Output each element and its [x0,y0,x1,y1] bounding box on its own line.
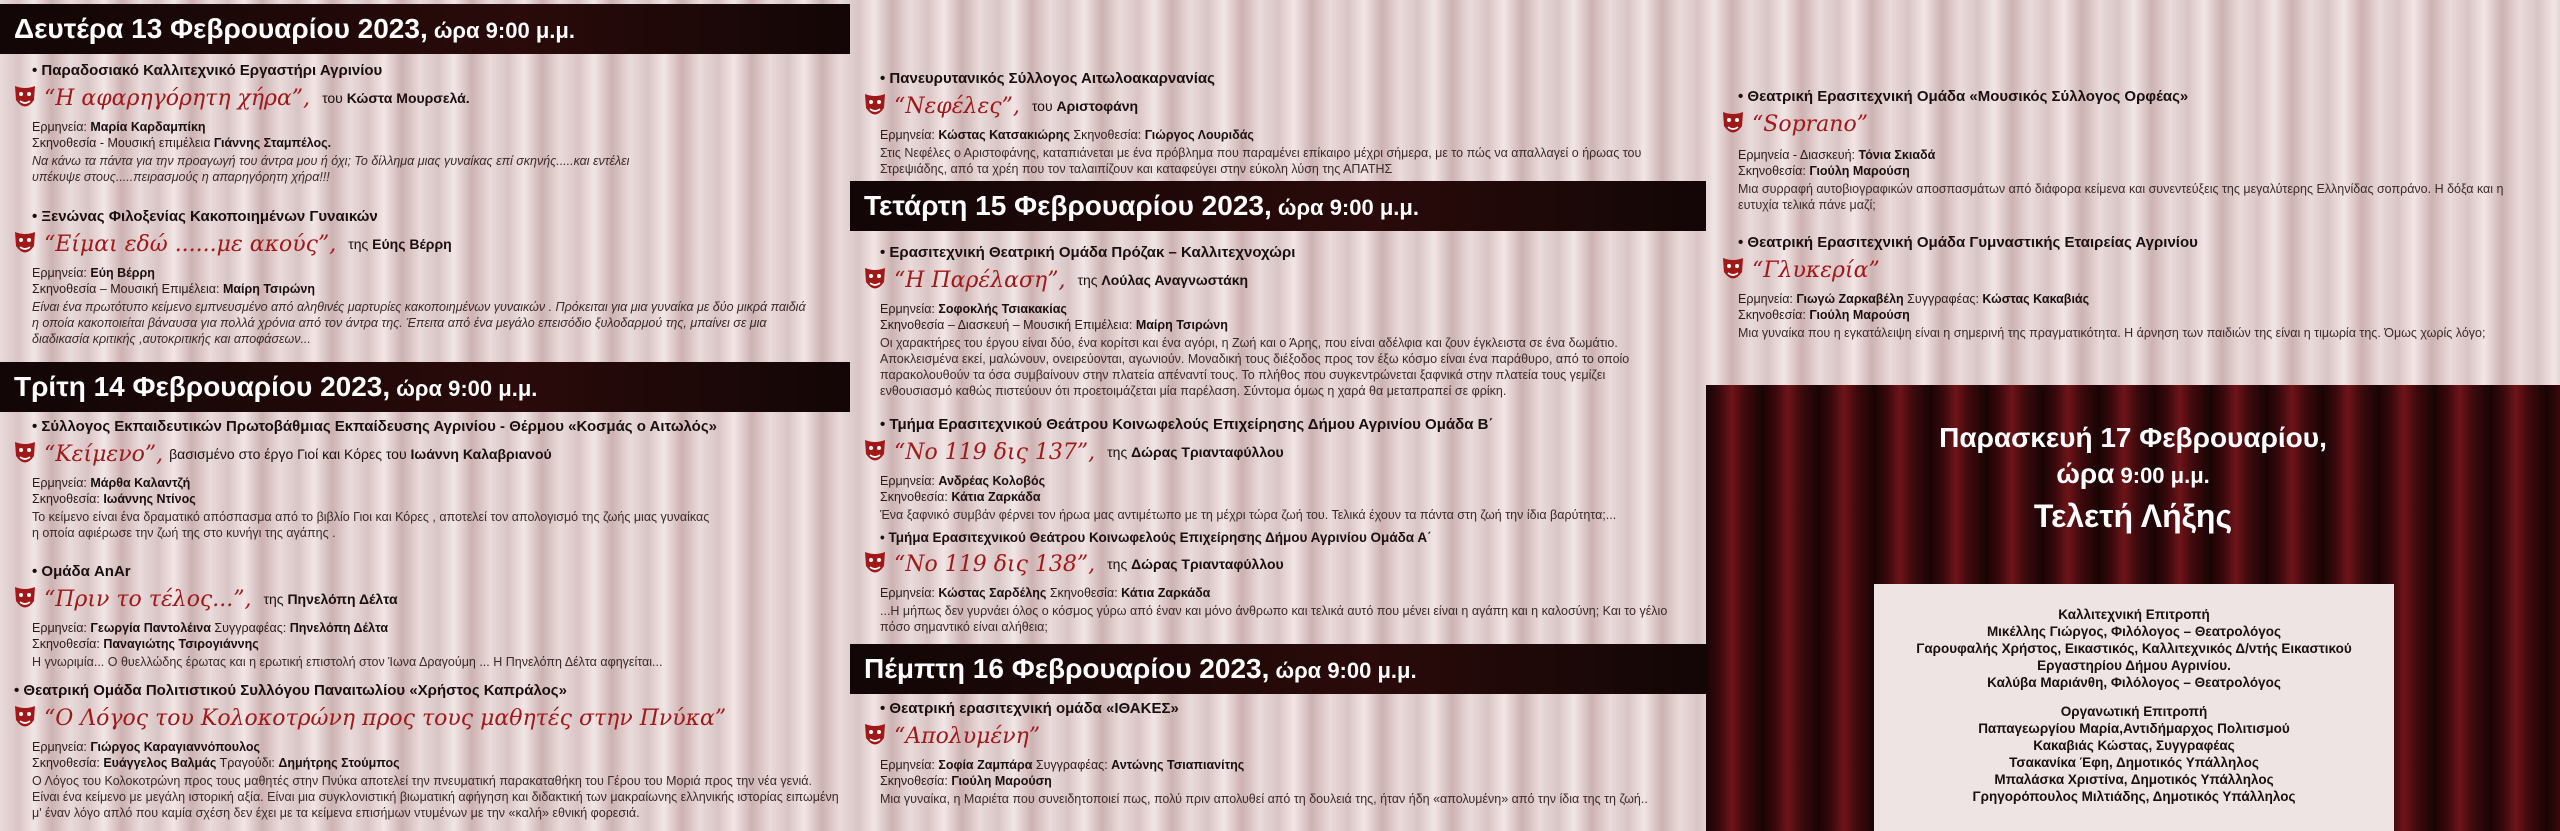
theatre-mask-icon [12,229,38,259]
credit-label: Ερμηνεία: [880,302,939,316]
byline-prefix: της [1107,444,1132,460]
committee-line: Καλλιτεχνική Επιτροπή [2058,607,2210,622]
credit-value: Γιώργος Καραγιαννόπουλος [90,740,261,754]
event-item [880,530,1706,635]
day-label: Τρίτη 14 Φεβρουαρίου 2023, [14,371,391,402]
credit-value: Γιωγώ Ζαρκαβέλη [1796,292,1904,306]
byline-prefix: του [322,90,347,106]
credit-value: Ανδρέας Κολοβός [938,474,1046,488]
event-title: “Είμαι εδώ ......με ακούς”, [44,231,337,257]
byline-author: Δώρας Τριανταφύλλου [1131,556,1284,572]
byline-author: Αριστοφάνη [1056,98,1139,114]
credit-label: Ερμηνεία: [1738,292,1797,306]
theatre-mask-icon [862,91,888,121]
committee-line: Γρηγορόπουλος Μιλτιάδης, Δημοτικός Υπάλληλος [1972,789,2296,804]
committee-line: Παπαγεωργίου Μαρία,Αντιδήμαρχος Πολιτισμού [1978,721,2290,736]
credit-value: Κάτια Ζαρκάδα [951,490,1041,504]
credit-value: Ιωάννης Ντίνος [103,492,196,506]
credit-value: Κάτια Ζαρκάδα [1121,586,1211,600]
credit-value: Πηνελόπη Δέλτα [289,621,389,635]
credit-value: Τόνια Σκιαδά [1858,148,1936,162]
credit-label: Σκηνοθεσία: [1738,308,1810,322]
credit-label: Τραγούδι: [216,756,279,770]
theatre-mask-icon [862,265,888,295]
event-title: “Νο 119 δις 137”, [894,439,1096,465]
theatre-mask-icon [862,437,888,467]
credit-label: Σκηνοθεσία: [32,756,104,770]
committee-line: Γαρουφαλής Χρήστος, Εικαστικός, Καλλιτεχνικός Δ/ντής Εικαστικού [1916,641,2352,656]
credit-label: Ερμηνεία - Διασκευή: [1738,148,1859,162]
theatre-mask-icon [1720,255,1746,285]
byline-author: Κώστα Μουρσελά. [346,90,470,106]
committee-line: Μπαλάσκα Χριστίνα, Δημοτικός Υπάλληλος [1994,772,2274,787]
byline-author: Λούλας Αναγνωστάκη [1101,272,1249,288]
event-title: “Πριν το τέλος...”, [44,586,252,612]
theatre-mask-icon [12,703,38,733]
credit-value: Ευάγγελος Βαλμάς [103,756,217,770]
credit-label: Συγγραφέας: [1032,758,1112,772]
event-description: Να κάνω τα πάντα για την προαγωγή του άντρα μου ή όχι; Το δίλλημα μιας γυναίκας επί σκηνής.....και εντέλει υπέκυψε στους.....πειρασμούς η απαρηγόρητη χήρα!!! [32,154,630,184]
credit-value: Σοφία Ζαμπάρα [938,758,1033,772]
credit-label: Συγγραφέας: [1903,292,1983,306]
day-label: Πέμπτη 16 Φεβρουαρίου 2023, [864,653,1270,684]
credit-label: Σκηνοθεσία: [1738,164,1810,178]
credit-label: Σκηνοθεσία – Μουσική Επιμέλεια: [32,282,223,296]
committee-line: Μικέλλης Γιώργος, Φιλόλογος – Θεατρολόγος [1986,624,2282,639]
event-title: “Η αφαρηγόρητη χήρα”, [44,85,311,111]
event-description: Μια συρραφή αυτοβιογραφικών αποσπασμάτων από διάφορα κείμενα και συνεντεύξεις της μεγαλύτερης Ελληνίδας σοπράνο. Η δόξα και η ευτυχία τελικά πάνε μαζί; [1738,182,2504,212]
event-item [880,416,1706,523]
day-time: ώρα 9:00 μ.μ. [1271,195,1419,220]
credit-label: Ερμηνεία: [32,120,91,134]
credit-label: Ερμηνεία: [880,474,939,488]
credit-value: Μάρθα Καλαντζή [90,476,191,490]
theatre-mask-icon [1720,109,1746,139]
byline-author: Εύης Βέρρη [372,236,452,252]
event-title: “Ο Λόγος του Κολοκοτρώνη προς τους μαθητές στην Πνύκα” [44,705,727,731]
credit-label: Σκηνοθεσία – Διασκευή – Μουσική Επιμέλεια: [880,318,1136,332]
day-label: Τετάρτη 15 Φεβρουαρίου 2023, [864,190,1272,221]
theatre-mask-icon [12,584,38,614]
event-org: • Θεατρική Ομάδα Πολιτιστικού Συλλόγου Παναιτωλίου «Χρήστος Καπράλος» [14,682,850,699]
byline-prefix: της [263,591,288,607]
closing-time [1706,456,2560,494]
day-time: ώρα 9:00 μ.μ. [1269,658,1417,683]
column-left [0,0,850,831]
credit-label: Σκηνοθεσία: [32,637,104,651]
event-title: “Soprano” [1752,111,1868,137]
theatre-mask-icon [12,83,38,113]
event-org: • Ερασιτεχνική Θεατρική Ομάδα Πρόζακ – Καλλιτεχνοχώρι [880,244,1706,261]
credit-value: Μαίρη Τσιρώνη [1135,318,1228,332]
event-description: Ένα ξαφνικό συμβάν φέρνει τον ήρωα μας αντιμέτωπο με τη μέχρι τώρα ζωή του. Τελικά έχουν τα πάντα στη ζωή την ίδια βαρύτητα;... [880,508,1617,522]
byline-prefix: της [1107,556,1132,572]
event-description: Μια γυναίκα, η Μαριέτα που συνειδητοποιεί πως, πολύ πριν απολυθεί από τη δουλειά της, ήταν ήδη «απολυμένη» από την ίδια της τη ζωή.. [880,792,1648,806]
credit-label: Σκηνοθεσία: [880,490,952,504]
credit-value: Εύη Βέρρη [90,266,155,280]
event-item [880,70,1706,177]
event-org: • Παραδοσιακό Καλλιτεχνικό Εργαστήρι Αγρινίου [32,62,850,79]
byline-author: Δώρας Τριανταφύλλου [1131,444,1284,460]
credit-label: Ερμηνεία: [880,128,939,142]
event-title: “Νεφέλες”, [894,93,1020,119]
closing-time-word: ώρα [2056,458,2115,489]
event-description: Το κείμενο είναι ένα δραματικό απόσπασμα από το βιβλίο Γιοι και Κόρες , αποτελεί τον απολογισμό της ζωής μιας γυναίκας η οποία αφιέρωσε την ζωή της στο κυνήγι της αγάπης . [32,510,710,540]
credit-value: Σοφοκλής Τσιακακίας [938,302,1067,316]
theatre-mask-icon [12,439,38,469]
credit-value: Γιώργος Λουριδάς [1144,128,1254,142]
closing-ceremony [1706,420,2560,538]
closing-time-value: 9:00 μ.μ. [2114,463,2210,488]
credit-value: Δημήτρης Στούμπος [278,756,400,770]
event-description: Η γνωριμία... Ο θυελλώδης έρωτας και η ερωτική επιστολή στον Ίωνα Δραγούμη ... Η Πηνελόπη Δέλτα αφηγείται... [32,655,663,669]
event-title: “Κείμενο”, [44,441,164,467]
theatre-mask-icon [862,721,888,751]
day-label: Δευτέρα 13 Φεβρουαρίου 2023, [14,13,428,44]
credit-value: Μαρία Καρδαμπίκη [90,120,206,134]
byline-prefix: του [1031,98,1057,114]
credit-label: Σκηνοθεσία: [1046,586,1122,600]
byline-prefix: βασισμένο στο έργο Γιοί και Κόρες του [169,446,411,462]
event-title: “Νο 119 δις 138”, [894,551,1096,577]
credit-value: Κώστας Κακαβιάς [1982,292,2090,306]
credit-label: Ερμηνεία: [880,758,939,772]
event-org: • Τμήμα Ερασιτεχνικού Θεάτρου Κοινωφελούς Επιχείρησης Δήμου Αγρινίου Ομάδα Α΄ [880,530,1706,545]
event-org: • Σύλλογος Εκπαιδευτικών Πρωτοβάθμιας Εκπαίδευσης Αγρινίου - Θέρμου «Κοσμάς ο Αιτωλός» [32,418,850,435]
credit-value: Παναγιώτης Τσιρογιάννης [103,637,259,651]
event-item [1738,234,2560,341]
event-title: “Γλυκερία” [1752,257,1880,283]
committee-line: Καλύβα Μαριάνθη, Φιλόλογος – Θεατρολόγος [1987,675,2281,690]
day-header-tuesday [0,362,850,412]
committee-line: Οργανωτική Επιτροπή [2060,704,2208,719]
credit-label: Ερμηνεία: [32,740,91,754]
committee-panel [1874,584,2394,831]
credit-label: Σκηνοθεσία: [1069,128,1145,142]
credit-label: Ερμηνεία: [32,476,91,490]
day-header-wednesday [850,181,1706,231]
event-org: • Θεατρική ερασιτεχνική ομάδα «ΙΘΑΚΕΣ» [880,700,1706,717]
credit-label: Σκηνοθεσία - Μουσική επιμέλεια [32,136,214,150]
byline-author: Ιωάννη Καλαβριανού [410,446,552,462]
byline-prefix: της [348,236,373,252]
credit-label: Ερμηνεία: [880,586,939,600]
event-description: ...Η μήπως δεν γυρνάει όλος ο κόσμος γύρω από έναν και μόνο άνθρωπο και τελικά αυτό που μένει είναι η αγάπη και η καλοσύνη; Και το γέλιο πόσο σημαντικό είναι αλήθεια; [880,604,1668,634]
event-item [880,244,1706,399]
credit-value: Κώστας Κατσακιώρης [938,128,1070,142]
event-org: • Τμήμα Ερασιτεχνικού Θεάτρου Κοινωφελούς Επιχείρησης Δήμου Αγρινίου Ομάδα Β΄ [880,416,1706,433]
day-time: ώρα 9:00 μ.μ. [427,18,575,43]
event-title: “Απολυμένη” [894,723,1041,749]
credit-value: Γιούλη Μαρούση [951,774,1052,788]
credit-label: Ερμηνεία: [32,621,91,635]
credit-value: Γιάννης Σταμπέλος. [213,136,332,150]
committee-line: Κακαβιάς Κώστας, Συγγραφέας [2033,738,2235,753]
event-org: • Ομάδα AnAr [32,563,850,580]
closing-date: Παρασκευή 17 Φεβρουαρίου, [1939,422,2327,453]
event-item [32,208,850,347]
event-description: Στις Νεφέλες ο Αριστοφάνης, καταπιάνεται με ένα πρόβλημα που παραμένει επίκαιρο μέχρι σήμερα, με το πώς να απαλλαγεί ο ήρωας του Στρεψιάδης, από τα χρέη που τον ταλαιπίζουν και καταφεύγει στην εύκολη λύση της ΑΠΑΤΗΣ [880,146,1642,176]
event-description: Ο Λόγος του Κολοκοτρώνη προς τους μαθητές στην Πνύκα αποτελεί την πνευματική παρακαταθήκη του Γέρου του Μοριά προς την νέα γενιά. Είναι ένα κείμενο με μεγάλη ιστορική αξία. Είναι μια συγκλονιστική βιωματική αφήγηση και διδακτική των μακραίωνης ελληνικής ιστορίας ειπωμένη μ' έναν λόγο απλό που καμία σχέση δεν έχει με τα κείμενα επισήμων ντυμένων με την «καλή» εθνική φορεσιά. [32,774,839,820]
credit-value: Αντώνης Τσιαπιανίτης [1111,758,1245,772]
event-item [23,682,850,821]
credit-value: Μαίρη Τσιρώνη [222,282,315,296]
credit-value: Γεωργία Παντολέινα [90,621,211,635]
credit-label: Συγγραφέας: [210,621,290,635]
day-header-thursday [850,644,1706,694]
event-item [880,700,1706,807]
event-description: Μια γυναίκα που η εγκατάλειψη είναι η σημερινή της πραγματικότητα. Η άρνηση των παιδιών της είναι η τιμωρία της. Όμως χωρίς λόγο; [1738,326,2486,340]
event-item [1738,88,2560,213]
theatre-mask-icon [862,549,888,579]
byline-author: Πηνελόπη Δέλτα [287,591,398,607]
event-item [32,418,850,541]
credit-value: Γιούλη Μαρούση [1809,308,1910,322]
column-middle [850,0,1706,831]
event-org: • Ξενώνας Φιλοξενίας Κακοποιημένων Γυναικών [32,208,850,225]
credit-value: Κώστας Σαρδέλης [938,586,1047,600]
event-item [32,563,850,670]
day-header-monday [0,4,850,54]
event-org: • Θεατρική Ερασιτεχνική Ομάδα «Μουσικός Σύλλογος Ορφέας» [1738,88,2560,105]
committee-line: Εργαστηρίου Δήμου Αγρινίου. [2037,658,2231,673]
event-description: Είναι ένα πρωτότυπο κείμενο εμπνευσμένο από αληθινές μαρτυρίες κακοποιημένων γυναικών . Πρόκειται για μια γυναίκα με δύο μικρά παιδιά η οποία κακοποιείται βάναυσα για πολλά χρόνια από τον άντρα της. Έπειτα από ένα μεγάλο επεισόδιο ξυλοδαρμού της, μπαίνει σε μια διαδικασία κριτικής ,αυτοκριτικής και αποφάσεων... [32,300,806,346]
credit-label: Σκηνοθεσία: [32,492,104,506]
committee-line: Τσακανίκα Έφη, Δημοτικός Υπάλληλος [2009,755,2259,770]
event-item [32,62,850,185]
closing-title: Τελετή Λήξης [2033,498,2233,534]
event-description: Οι χαρακτήρες του έργου είναι δύο, ένα κορίτσι και ένα αγόρι, η Ζωή και ο Άρης, που είναι αδέλφια και ζουν έγκλειστα σε ένα δωμάτιο. Αποκλεισμένα εκεί, μαλώνουν, ονειρεύονται, αγωνιούν. Μοναδική τους διέξοδος προς τον έξω κόσμο είναι ένα παράθυρο, από το οποίο παρακολουθούν τα όσα συμβαίνουν στην πλατεία απέναντί τους. Το πλήθος που συγκεντρώνεται ξαφνικά στην πλατεία τους γεμίζει ενθουσιασμό καθώς πιστεύουν ότι προετοιμάζεται μία παρέλαση. Σύντομα όμως η χαρά θα μεταπραπεί σε φρίκη. [880,336,1630,398]
credit-value: Γιούλη Μαρούση [1809,164,1910,178]
day-time: ώρα 9:00 μ.μ. [390,376,538,401]
credit-label: Ερμηνεία: [32,266,91,280]
event-org: • Θεατρική Ερασιτεχνική Ομάδα Γυμναστικής Εταιρείας Αγρινίου [1738,234,2560,251]
credit-label: Σκηνοθεσία: [880,774,952,788]
event-title: “Η Παρέλαση”, [894,267,1066,293]
byline-prefix: της [1077,272,1102,288]
event-org: • Πανευρυτανικός Σύλλογος Αιτωλοακαρνανίας [880,70,1706,87]
